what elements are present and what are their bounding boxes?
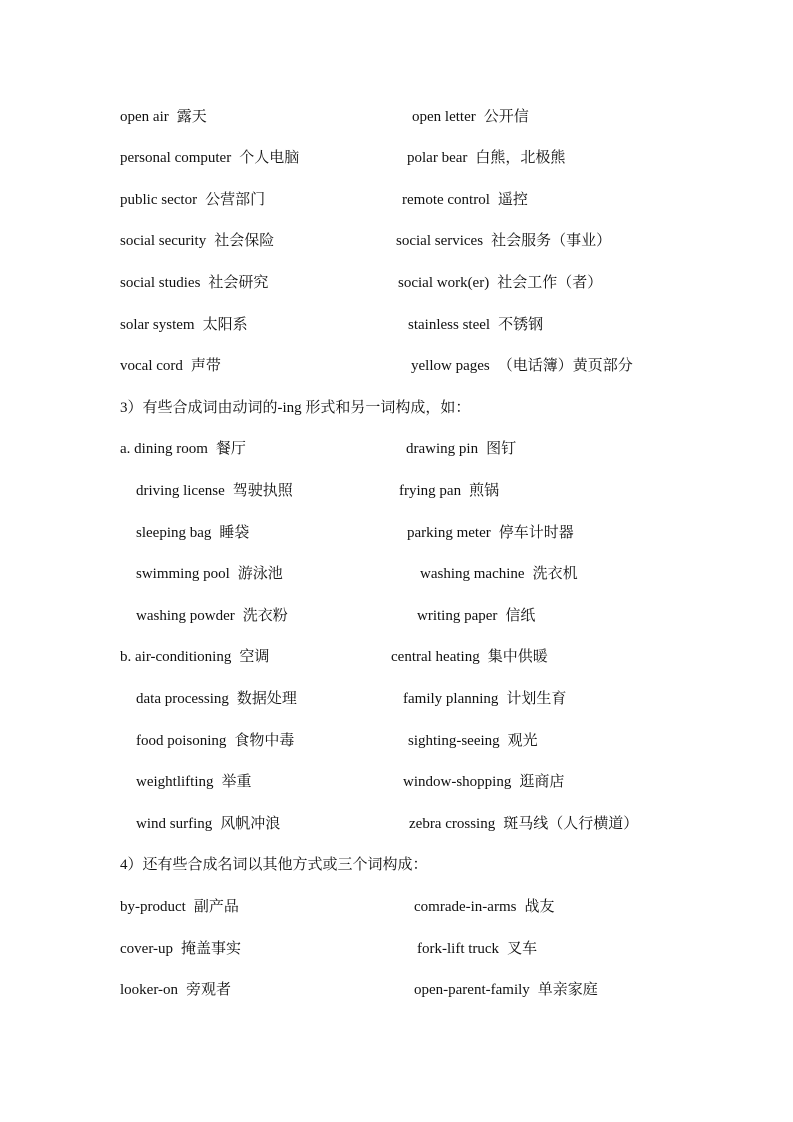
term-en: remote control <box>402 192 490 208</box>
vocab-entry-right <box>398 269 602 297</box>
term-zh: 游泳池 <box>237 566 283 582</box>
term-zh: 旁观者 <box>186 982 232 998</box>
term-zh: 个人电脑 <box>239 150 300 166</box>
vocab-entry-left <box>120 893 239 921</box>
term-en: fork-lift truck <box>417 941 500 957</box>
vocab-entry-left <box>120 435 246 463</box>
term-en: personal computer <box>120 150 232 166</box>
term-en: looker-on <box>120 982 179 998</box>
vocab-entry-right <box>408 311 543 339</box>
vocab-entry-right <box>406 435 516 463</box>
vocab-row <box>0 602 793 630</box>
vocab-entry-right <box>399 477 499 505</box>
vocab-entry-left <box>136 810 280 838</box>
term-zh: 停车计时器 <box>498 525 574 541</box>
term-en: zebra crossing <box>409 816 496 832</box>
term-en: yellow pages <box>411 358 490 374</box>
term-en: driving license <box>136 483 225 499</box>
vocab-entry-left <box>136 727 294 755</box>
vocab-row <box>0 560 793 588</box>
term-zh: 举重 <box>221 774 252 790</box>
vocab-row <box>0 103 793 131</box>
term-en: washing machine <box>420 566 525 582</box>
term-zh: 洗衣机 <box>532 566 578 582</box>
vocab-row <box>0 227 793 255</box>
vocab-entry-right <box>402 186 528 214</box>
term-zh: 睡袋 <box>219 525 250 541</box>
vocab-entry-right <box>403 685 566 713</box>
term-en: sleeping bag <box>136 525 212 541</box>
term-zh: 食物中毒 <box>234 733 295 749</box>
vocab-row <box>0 435 793 463</box>
term-en: comrade-in-arms <box>414 899 517 915</box>
term-en: vocal cord <box>120 358 183 374</box>
term-en: weightlifting <box>136 774 214 790</box>
term-zh: 掩盖事实 <box>181 941 242 957</box>
term-zh: 声带 <box>190 358 221 374</box>
term-en: social services <box>396 233 484 249</box>
term-zh: 白熊，北极熊 <box>475 150 566 166</box>
vocab-row <box>0 352 793 380</box>
term-zh: 战友 <box>524 899 555 915</box>
vocab-entry-right <box>420 560 578 588</box>
term-en: frying pan <box>399 483 462 499</box>
term-en: public sector <box>120 192 198 208</box>
term-zh: 斑马线（人行横道） <box>503 816 639 832</box>
vocab-entry-right <box>396 227 611 255</box>
term-en: food poisoning <box>136 733 227 749</box>
vocab-entry-left <box>120 976 231 1004</box>
term-en: writing paper <box>417 608 498 624</box>
term-zh: 公营部门 <box>205 192 266 208</box>
vocab-row <box>0 144 793 172</box>
term-en: central heating <box>391 649 480 665</box>
term-en: drawing pin <box>406 441 479 457</box>
vocab-entry-left <box>120 352 221 380</box>
vocab-row <box>0 976 793 1004</box>
term-zh: 风帆冲浪 <box>220 816 281 832</box>
vocab-entry-right <box>411 352 633 380</box>
vocab-entry-right <box>417 602 535 630</box>
vocab-entry-right <box>408 727 538 755</box>
section-heading: 3）有些合成词由动词的-ing 形式和另一词构成，如： <box>120 400 471 416</box>
term-en: wind surfing <box>136 816 213 832</box>
term-zh: 单亲家庭 <box>537 982 598 998</box>
vocab-entry-left <box>120 269 268 297</box>
term-zh: 露天 <box>176 109 207 125</box>
term-zh: 观光 <box>507 733 538 749</box>
vocab-entry-right <box>412 103 529 131</box>
vocab-entry-left <box>120 186 265 214</box>
section-heading: 4）还有些合成名词以其他方式或三个词构成： <box>120 857 428 873</box>
vocab-row <box>0 935 793 963</box>
term-en: swimming pool <box>136 566 230 582</box>
vocab-row <box>0 893 793 921</box>
term-zh: 集中供暖 <box>487 649 548 665</box>
vocab-row <box>0 519 793 547</box>
vocab-entry-right <box>417 935 537 963</box>
vocab-entry-left <box>120 227 274 255</box>
vocab-entry-right <box>407 144 565 172</box>
vocab-entry-left <box>120 103 207 131</box>
vocab-row <box>0 311 793 339</box>
term-zh: 社会服务（事业） <box>491 233 612 249</box>
term-en: stainless steel <box>408 317 491 333</box>
term-zh: 计划生育 <box>506 691 567 707</box>
term-zh: 洗衣粉 <box>242 608 288 624</box>
vocab-row <box>0 768 793 796</box>
vocab-row <box>0 477 793 505</box>
vocab-entry-right <box>414 976 598 1004</box>
term-en: parking meter <box>407 525 491 541</box>
term-zh: 副产品 <box>193 899 239 915</box>
term-en: b. air-conditioning <box>120 649 232 665</box>
term-zh: 社会工作（者） <box>497 275 603 291</box>
vocab-entry-left <box>120 935 241 963</box>
vocab-entry-right <box>403 768 564 796</box>
term-zh: 餐厅 <box>215 441 246 457</box>
term-zh: 图钉 <box>486 441 517 457</box>
term-zh: 叉车 <box>507 941 538 957</box>
vocab-row <box>0 685 793 713</box>
term-zh: 社会保险 <box>214 233 275 249</box>
vocab-row <box>0 643 793 671</box>
vocab-entry-left <box>136 685 297 713</box>
term-en: open-parent-family <box>414 982 530 998</box>
vocab-entry-left <box>136 560 283 588</box>
term-zh: 太阳系 <box>202 317 248 333</box>
term-zh: 公开信 <box>483 109 529 125</box>
term-en: data processing <box>136 691 229 707</box>
term-en: window-shopping <box>403 774 512 790</box>
term-zh: 逛商店 <box>519 774 565 790</box>
vocab-entry-left <box>120 311 248 339</box>
term-zh: 煎锅 <box>469 483 500 499</box>
term-zh: 信纸 <box>505 608 536 624</box>
vocab-entry-left <box>120 144 299 172</box>
term-en: by-product <box>120 899 186 915</box>
term-en: open letter <box>412 109 476 125</box>
vocab-entry-left <box>136 519 249 547</box>
vocab-entry-left <box>120 643 269 671</box>
term-zh: 社会研究 <box>208 275 269 291</box>
term-en: solar system <box>120 317 195 333</box>
vocab-row <box>0 810 793 838</box>
vocab-row <box>0 186 793 214</box>
term-en: social security <box>120 233 207 249</box>
vocab-entry-right <box>391 643 548 671</box>
vocab-entry-right <box>407 519 574 547</box>
vocab-entry-left <box>136 768 252 796</box>
vocab-entry-left <box>136 602 288 630</box>
term-en: social work(er) <box>398 275 490 291</box>
term-en: sighting-seeing <box>408 733 500 749</box>
vocab-entry-right <box>414 893 554 921</box>
term-zh: 空调 <box>239 649 270 665</box>
vocab-row <box>0 727 793 755</box>
term-en: social studies <box>120 275 201 291</box>
term-en: polar bear <box>407 150 468 166</box>
term-en: family planning <box>403 691 499 707</box>
term-zh: （电话簿）黄页部分 <box>497 358 633 374</box>
term-en: cover-up <box>120 941 174 957</box>
term-en: a. dining room <box>120 441 208 457</box>
term-zh: 数据处理 <box>236 691 297 707</box>
term-en: open air <box>120 109 169 125</box>
term-zh: 驾驶执照 <box>232 483 293 499</box>
vocab-entry-right <box>409 810 638 838</box>
vocab-entry-left <box>136 477 293 505</box>
term-zh: 遥控 <box>497 192 528 208</box>
vocab-row <box>0 269 793 297</box>
term-en: washing powder <box>136 608 235 624</box>
term-zh: 不锈钢 <box>498 317 544 333</box>
